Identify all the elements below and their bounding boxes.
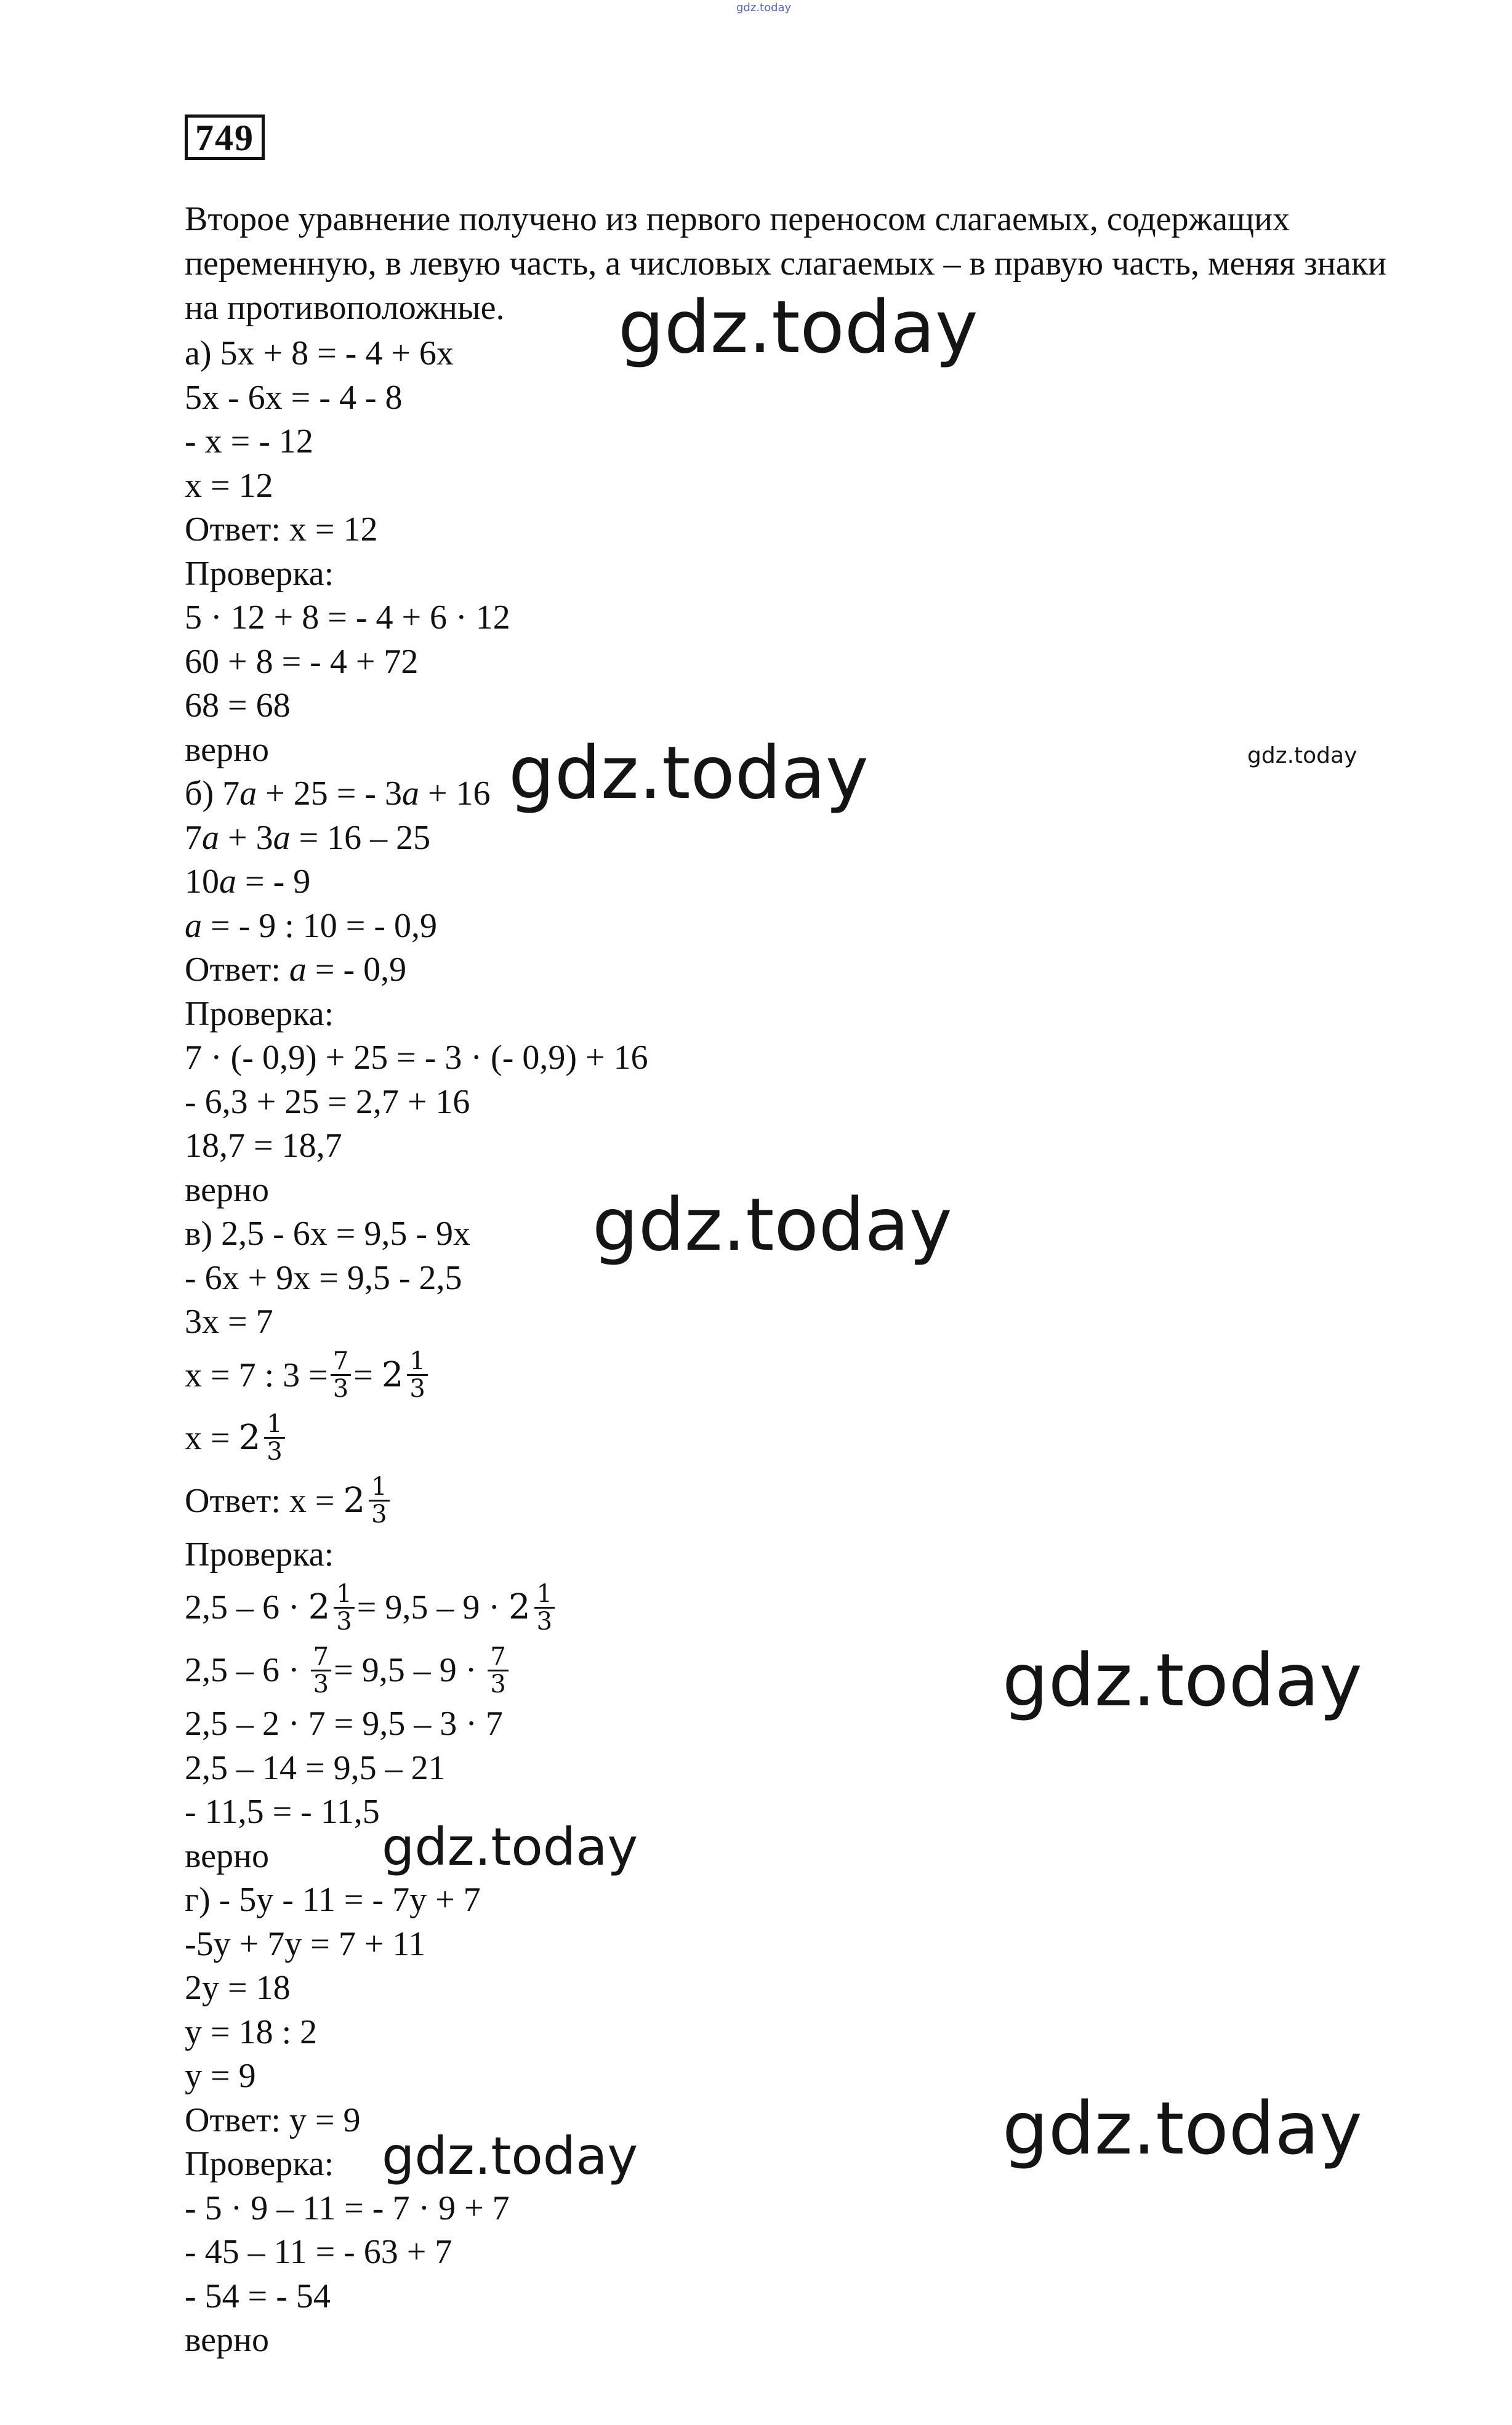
watermark: gdz.today [1002,1638,1362,1723]
part-b-line: 7а + 3а = 16 – 25 [185,818,431,857]
mixed-number: 2 $\frac{1}{3}$ [509,1581,557,1635]
part-v-check-label: Проверка: [185,1535,334,1574]
part-g-line: у = 9 [185,2057,256,2095]
part-b-line: 10а = - 9 [185,863,311,901]
part-a-line: 5х - 6х = - 4 - 8 [185,378,403,417]
part-a-line: - х = - 12 [185,422,313,460]
part-g-line: - 45 – 11 = - 63 + 7 [185,2233,452,2271]
part-b-check-label: Проверка: [185,994,334,1033]
top-watermark: gdz.today [736,1,792,14]
part-g-line: - 5 · 9 – 11 = - 7 · 9 + 7 [185,2189,510,2227]
part-g-line: 2у = 18 [185,1969,291,2007]
part-v-line: 2,5 – 6 · 2 $\frac{1}{3}$ = 9,5 – 9 · 2 $\frac{1}{3}$ [185,1576,1391,1639]
part-g-check-label: Проверка: [185,2145,334,2183]
part-v-line: в) 2,5 - 6х = 9,5 - 9х [185,1215,470,1253]
part-a-line: 68 = 68 [185,686,291,725]
part-b-answer: Ответ: а = - 0,9 [185,951,407,989]
part-a-verdict: верно [185,730,269,769]
watermark: gdz.today [592,1182,952,1267]
problem-number: 749 [185,115,265,160]
fraction: $\frac{7}{3}$ [311,1644,331,1697]
part-b-line: - 6,3 + 25 = 2,7 + 16 [185,1082,470,1121]
part-v-line: 2,5 – 2 · 7 = 9,5 – 3 · 7 [185,1705,503,1743]
part-g-verdict: верно [185,2321,269,2359]
part-g-line: - 54 = - 54 [185,2277,331,2315]
intro-paragraph: Второе уравнение получено из первого переносом слагаемых, содержащих переменную, в левую часть, а числовых слагаемых – в правую часть, меняя знаки на противоположные. [185,200,1386,327]
part-a-answer: Ответ: х = 12 [185,510,378,549]
watermark: gdz.today [382,1817,638,1877]
mixed-number: 2 $\frac{1}{3}$ [382,1348,430,1402]
part-v-line: - 11,5 = - 11,5 [185,1793,380,1831]
part-v-answer: Ответ: х = 2 $\frac{1}{3}$ [185,1470,1391,1532]
part-v-line: 3х = 7 [185,1303,273,1341]
part-v-line: 2,5 – 6 · $\frac{7}{3}$ = 9,5 – 9 · $\frac{7}{3}$ [185,1639,1391,1702]
watermark: gdz.today [618,284,978,369]
part-g-line: г) - 5у - 11 = - 7у + 7 [185,1881,481,1919]
part-v-line: х = 2 $\frac{1}{3}$ [185,1407,1391,1470]
part-b-line: 18,7 = 18,7 [185,1127,342,1165]
watermark: gdz.today [1002,2086,1362,2171]
part-b-line: а = - 9 : 10 = - 0,9 [185,906,438,945]
fraction: $\frac{7}{3}$ [331,1348,351,1402]
watermark: gdz.today [1247,743,1357,768]
part-b-line: 7 · (- 0,9) + 25 = - 3 · (- 0,9) + 16 [185,1039,648,1077]
watermark: gdz.today [509,730,869,815]
part-b-verdict: верно [185,1170,269,1209]
mixed-number: 2 $\frac{1}{3}$ [308,1581,357,1635]
part-a-check-label: Проверка: [185,554,334,593]
part-a-line: х = 12 [185,466,273,505]
part-b-line: б) 7а + 25 = - 3а + 16 [185,774,491,813]
mixed-number: 2 $\frac{1}{3}$ [344,1474,392,1527]
part-g-line: у = 18 : 2 [185,2013,318,2051]
part-g-answer: Ответ: у = 9 [185,2101,361,2139]
watermark: gdz.today [382,2126,638,2186]
part-v-verdict: верно [185,1836,269,1875]
part-g-line: -5у + 7у = 7 + 11 [185,1924,426,1963]
part-v-line: - 6х + 9х = 9,5 - 2,5 [185,1258,462,1297]
fraction: $\frac{7}{3}$ [488,1644,508,1697]
part-v-line: 2,5 – 14 = 9,5 – 21 [185,1748,446,1787]
solution-text [185,197,1391,2362]
part-a-line: а) 5х + 8 = - 4 + 6х [185,334,454,372]
mixed-number: 2 $\frac{1}{3}$ [239,1411,288,1465]
part-a-line: 5 · 12 + 8 = - 4 + 6 · 12 [185,598,510,637]
part-a-line: 60 + 8 = - 4 + 72 [185,642,419,681]
part-v-line: х = 7 : 3 = $\frac{7}{3}$ = 2 $\frac{1}{3}$ [185,1344,1391,1407]
